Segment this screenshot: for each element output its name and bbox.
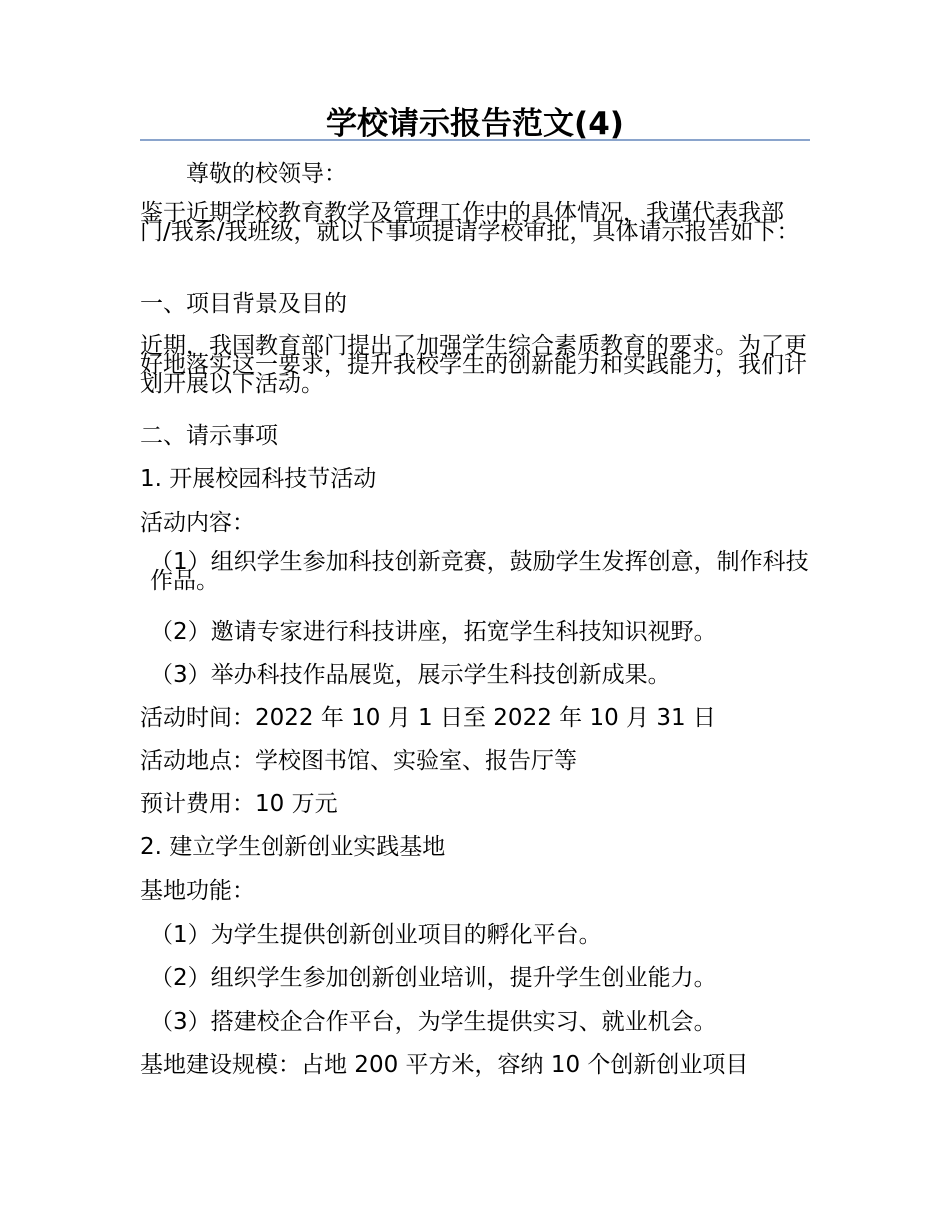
item2-heading: 2. 建立学生创新创业实践基地	[140, 834, 446, 860]
section2-heading: 二、请示事项	[140, 423, 278, 449]
item2-point-3: （3）搭建校企合作平台，为学生提供实习、就业机会。	[150, 1009, 717, 1035]
item1-location: 活动地点：学校图书馆、实验室、报告厅等	[140, 748, 577, 774]
item1-point-3: （3）举办科技作品展览，展示学生科技创新成果。	[150, 662, 671, 688]
document-title: 学校请示报告范文(4)	[326, 106, 624, 142]
section1-heading: 一、项目背景及目的	[140, 291, 347, 317]
item2-point-1: （1）为学生提供创新创业项目的孵化平台。	[150, 922, 602, 948]
item1-point-1	[150, 549, 812, 594]
item1-heading: 1. 开展校园科技节活动	[140, 466, 377, 492]
item1-point-2: （2）邀请专家进行科技讲座，拓宽学生科技知识视野。	[150, 619, 717, 645]
item2-function-label: 基地功能：	[140, 878, 255, 904]
title-underline	[140, 139, 810, 141]
item2-point-2: （2）组织学生参加创新创业培训，提升学生创业能力。	[150, 965, 717, 991]
greeting: 尊敬的校领导：	[186, 161, 347, 187]
item1-cost: 预计费用：10 万元	[140, 791, 338, 817]
item1-point-1-text: （1）组织学生参加科技创新竞赛，鼓励学生发挥创意，制作科技作品。	[150, 549, 809, 594]
section1-paragraph: 近期，我国教育部门提出了加强学生综合素质教育的要求。为了更好地落实这一要求，提升我校学生的创新能力和实践能力，我们计划开展以下活动。	[140, 333, 807, 397]
item1-time: 活动时间：2022 年 10 月 1 日至 2022 年 10 月 31 日	[140, 705, 716, 731]
intro-paragraph: 鉴于近期学校教育教学及管理工作中的具体情况，我谨代表我部门/我系/我班级，就以下事项提请学校审批，具体请示报告如下：	[140, 200, 800, 245]
item2-scale: 基地建设规模：占地 200 平方米，容纳 10 个创新创业项目	[140, 1052, 749, 1078]
item1-content-label: 活动内容：	[140, 510, 255, 536]
